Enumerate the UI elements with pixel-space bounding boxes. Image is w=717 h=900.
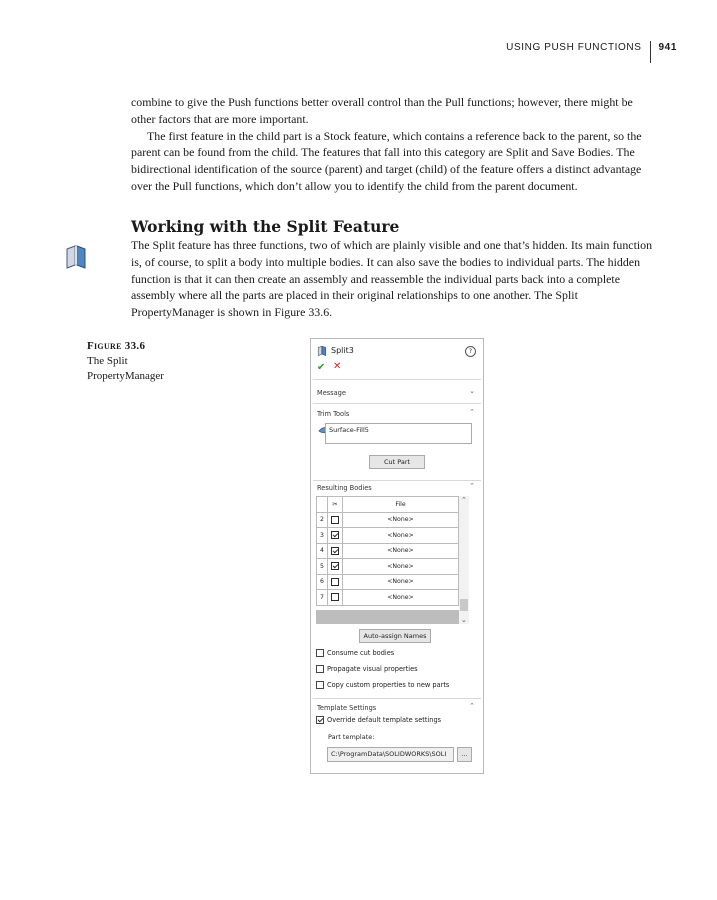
table-row[interactable] [317,543,459,559]
option-label: Propagate visual properties [327,665,418,673]
paragraph-3: The Split feature has three functions, two of which are plainly visible and one that’s hidden. Its main function is, of course, to split a body into multiple bodies. It can also save the bodies to individual parts. The hidden function is that it can then create an assembly and reassemble the individual parts back into a complete assembly where all the parts are placed in their original relationships to one another. The Split PropertyManager is shown in Figure 33.6. [131,238,653,320]
row-number: 7 [317,590,328,606]
propagate-visual-properties-option[interactable] [316,665,418,673]
row-file[interactable]: <None> [343,543,459,559]
row-file[interactable]: <None> [343,559,459,575]
scroll-thumb[interactable] [460,599,468,611]
resulting-bodies-table [316,496,459,606]
scissors-icon: ✂ [328,497,343,513]
option-label: Copy custom properties to new parts [327,681,450,689]
override-template-option[interactable] [316,716,441,724]
body-text-top [131,94,657,195]
figure-caption [87,339,164,384]
table-row[interactable] [317,574,459,590]
row-file[interactable]: <None> [343,528,459,544]
table-scrollbar[interactable] [459,496,469,624]
pm-title-row [317,345,354,356]
figure-caption-line1: The Split [87,355,128,367]
row-number: 6 [317,574,328,590]
chevron-down-icon[interactable]: ⌄ [469,387,475,395]
row-checkbox[interactable] [331,531,339,539]
copy-custom-properties-option[interactable] [316,681,449,689]
chevron-up-icon[interactable]: ⌃ [469,482,475,490]
pm-title: Split3 [331,346,354,355]
template-settings-section [313,698,481,712]
row-number: 5 [317,559,328,575]
trim-tool-input[interactable]: Surface-Fill5 [325,423,472,444]
paragraph-2: The first feature in the child part is a Stock feature, which contains a reference back to the parent, so the parent can be found from the child. The features that fall into this category are Split and Save Bodies. The bidirectional identification of the source (parent) and target (child) of the feature offers a distinct advantage over the Pull functions, which don’t allow you to identify the child from the parent document. [131,128,642,193]
table-row[interactable] [317,559,459,575]
row-number: 2 [317,512,328,528]
option-checkbox[interactable] [316,681,324,689]
row-checkbox[interactable] [331,547,339,555]
resulting-bodies-title: Resulting Bodies [317,484,372,492]
split-feature-icon [64,243,88,269]
table-row[interactable] [317,590,459,606]
page-number: 941 [658,42,677,53]
option-checkbox[interactable] [316,649,324,657]
chevron-up-icon[interactable]: ⌃ [469,408,475,416]
trim-tools-title: Trim Tools [317,410,350,418]
table-row[interactable] [317,512,459,528]
ok-check-icon[interactable]: ✔ [317,362,326,373]
chevron-up-icon[interactable]: ⌃ [469,702,475,710]
row-file[interactable]: <None> [343,512,459,528]
row-number: 4 [317,543,328,559]
row-checkbox[interactable] [331,593,339,601]
scroll-up-icon[interactable]: ⌃ [461,496,467,504]
auto-assign-names-button[interactable]: Auto-assign Names [359,629,431,643]
consume-cut-bodies-option[interactable] [316,649,394,657]
split-icon [317,345,327,356]
row-checkbox[interactable] [331,562,339,570]
row-checkbox[interactable] [331,516,339,524]
option-checkbox[interactable] [316,716,324,724]
cut-part-button[interactable]: Cut Part [369,455,425,469]
table-empty-area [316,610,459,624]
running-header [506,41,677,63]
message-section-title: Message [317,389,346,397]
table-header-row [317,497,459,513]
part-template-label: Part template: [328,733,375,741]
figure-number: Figure 33.6 [87,340,146,352]
option-label: Consume cut bodies [327,649,395,657]
scroll-down-icon[interactable]: ⌄ [461,616,467,624]
row-number: 3 [317,528,328,544]
table-row[interactable] [317,528,459,544]
section-heading: Working with the Split Feature [131,217,400,236]
split-property-manager [310,338,484,774]
browse-button[interactable]: ... [457,747,472,762]
resulting-bodies-section [313,480,481,492]
header-title: USING PUSH FUNCTIONS [506,41,650,63]
body-text-split [131,237,657,321]
figure-caption-line2: PropertyManager [87,370,164,382]
row-file[interactable]: <None> [343,590,459,606]
file-column-header: File [343,497,459,513]
paragraph-1: combine to give the Push functions better overall control than the Pull functions; however, there might be other factors that are more important. [131,95,633,126]
cancel-x-icon[interactable]: ✕ [333,361,342,372]
help-icon[interactable]: ? [465,346,476,357]
row-checkbox[interactable] [331,578,339,586]
part-template-input[interactable]: C:\ProgramData\SOLIDWORKS\SOLI [327,747,454,762]
trim-tools-section [313,403,481,418]
template-settings-title: Template Settings [317,704,377,712]
option-checkbox[interactable] [316,665,324,673]
message-section[interactable] [313,379,481,397]
option-label: Override default template settings [327,716,442,724]
row-file[interactable]: <None> [343,574,459,590]
